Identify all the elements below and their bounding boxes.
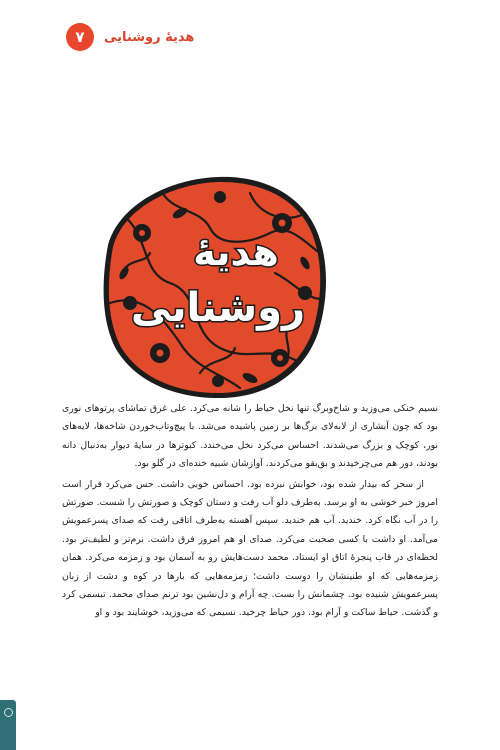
- page-number-badge: ۷: [66, 23, 94, 51]
- running-title: هدیهٔ روشنایی: [104, 29, 195, 45]
- title-emblem: [100, 173, 330, 401]
- body-text: [62, 400, 438, 623]
- paragraph-1: نسیم خنکی می‌وزید و شاخ‌وبرگ تنها نخل حیاط را شانه می‌کرد. علی غرق تماشای پرتوهای نوری بود که چون آبشاری از لابه‌لای برگ‌ها بر زمین پاشیده می‌شد. با پیچ‌وتاب‌خوردن شاخه‌ها، لایه‌های نور، کوچک و بزرگ می‌شدند. احساس می‌کرد نخل می‌خندد. کبوترها در سایهٔ دیوار به‌دنبال دانه بودند، دور هم می‌چرخیدند و بق‌بقو می‌کردند. آوازشان شبیه خنده‌ای در گلو بود.: [62, 403, 438, 470]
- emblem-graphic: [100, 173, 330, 401]
- emblem-title-line2: روشنایی: [130, 285, 306, 331]
- side-logo-tab: [0, 700, 16, 750]
- emblem-title-line1: هدیهٔ: [193, 230, 279, 274]
- paragraph-2: از سحر که بیدار شده بود، خوابش نبرده بود. احساس خوبی داشت. حس می‌کرد قرار است امروز خبر خوشی به او برسد. به‌طرف دلو آب رفت و دستان کوچک و صورتش را شست. صورتش را در آب نگاه کرد. خندید. آب هم خندید. سپس آهسته به‌طرف اتاقی رفت که صدای پسرعمویش می‌آمد. او داشت با کسی صحبت می‌کرد. صدای او هم امروز فرق داشت. نرم‌تر و لطیف‌تر بود. لحظه‌ای در قاب پنجرهٔ اتاق او ایستاد. محمد دست‌هایش رو به آسمان بود و زمزمه می‌کرد. همان زمزمه‌هایی که او طنینشان را دوست داشت؛ زمزمه‌هایی که بارها در کوه و دشت از زبان پسرعمویش شنیده بود. چشمانش را بست. چه آرام و دل‌نشین بود ترنم صدای محمد. تبسمی کرد و گذشت. حیاط ساکت و آرام بود. دور حیاط چرخید. نسیمی که می‌وزید، خوشایند بود و او: [62, 478, 438, 619]
- page-header: [66, 22, 194, 52]
